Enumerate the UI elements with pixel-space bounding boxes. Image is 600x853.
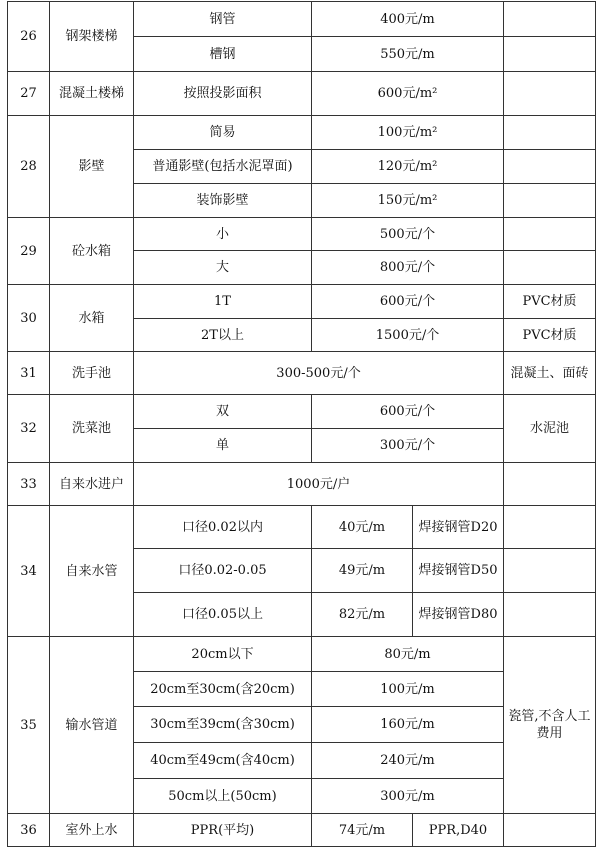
note-cell <box>504 72 596 116</box>
price-cell: 80元/m <box>312 637 504 672</box>
price-cell: 600元/个 <box>312 395 504 429</box>
table-row <box>8 463 596 506</box>
note-cell: 水泥池 <box>504 395 596 463</box>
note-cell: 混凝土、面砖 <box>504 352 596 395</box>
item-name: 输水管道 <box>50 637 134 814</box>
table-row <box>8 506 596 549</box>
table-row <box>8 395 596 429</box>
note-cell <box>504 506 596 549</box>
item-name: 洗手池 <box>50 352 134 395</box>
price-cell: 500元/个 <box>312 218 504 251</box>
row-number: 30 <box>8 285 50 352</box>
spec-cell: 40cm至49cm(含40cm) <box>134 743 312 779</box>
item-name: 钢架楼梯 <box>50 2 134 72</box>
material-cell: PPR,D40 <box>413 814 504 847</box>
note-cell <box>504 463 596 506</box>
item-name: 影壁 <box>50 116 134 218</box>
item-name: 洗菜池 <box>50 395 134 463</box>
row-number: 36 <box>8 814 50 847</box>
price-cell: 550元/m <box>312 37 504 72</box>
spec-cell: 口径0.02-0.05 <box>134 549 312 593</box>
price-cell: 82元/m <box>312 593 413 637</box>
spec-cell: 2T以上 <box>134 319 312 352</box>
spec-cell: 简易 <box>134 116 312 150</box>
table-row <box>8 218 596 251</box>
spec-cell: 20cm至30cm(含20cm) <box>134 672 312 707</box>
spec-cell: 槽钢 <box>134 37 312 72</box>
spec-cell: 20cm以下 <box>134 637 312 672</box>
spec-cell: 按照投影面积 <box>134 72 312 116</box>
item-name: 混凝土楼梯 <box>50 72 134 116</box>
price-cell: 800元/个 <box>312 251 504 285</box>
note-cell <box>504 251 596 285</box>
price-cell: 600元/m² <box>312 72 504 116</box>
spec-cell: 双 <box>134 395 312 429</box>
item-name: 自来水管 <box>50 506 134 637</box>
price-cell: 40元/m <box>312 506 413 549</box>
item-name: 室外上水 <box>50 814 134 847</box>
price-cell: 1500元/个 <box>312 319 504 352</box>
row-number: 27 <box>8 72 50 116</box>
price-cell: 400元/m <box>312 2 504 37</box>
spec-cell: 单 <box>134 429 312 463</box>
price-cell: 1000元/户 <box>134 463 504 506</box>
spec-cell: 普通影壁(包括水泥罩面) <box>134 150 312 184</box>
price-cell: 150元/m² <box>312 184 504 218</box>
row-number: 32 <box>8 395 50 463</box>
note-cell <box>504 218 596 251</box>
table-row <box>8 352 596 395</box>
note-cell <box>504 116 596 150</box>
price-cell: 300元/m <box>312 779 504 814</box>
price-table <box>7 1 596 847</box>
note-cell <box>504 37 596 72</box>
spec-cell: 30cm至39cm(含30cm) <box>134 707 312 743</box>
price-cell: 49元/m <box>312 549 413 593</box>
material-cell: 焊接钢管D50 <box>413 549 504 593</box>
row-number: 26 <box>8 2 50 72</box>
note-cell <box>504 150 596 184</box>
spec-cell: 大 <box>134 251 312 285</box>
table-row <box>8 116 596 150</box>
material-cell: 焊接钢管D20 <box>413 506 504 549</box>
row-number: 28 <box>8 116 50 218</box>
spec-cell: 小 <box>134 218 312 251</box>
note-cell: PVC材质 <box>504 319 596 352</box>
price-cell: 100元/m² <box>312 116 504 150</box>
note-cell: PVC材质 <box>504 285 596 319</box>
table-row <box>8 637 596 672</box>
row-number: 35 <box>8 637 50 814</box>
note-cell <box>504 184 596 218</box>
item-name: 自来水进户 <box>50 463 134 506</box>
row-number: 34 <box>8 506 50 637</box>
spec-cell: PPR(平均) <box>134 814 312 847</box>
item-name: 水箱 <box>50 285 134 352</box>
note-cell <box>504 549 596 593</box>
price-cell: 240元/m <box>312 743 504 779</box>
row-number: 29 <box>8 218 50 285</box>
material-cell: 焊接钢管D80 <box>413 593 504 637</box>
note-cell <box>504 814 596 847</box>
price-cell: 100元/m <box>312 672 504 707</box>
price-cell: 74元/m <box>312 814 413 847</box>
spec-cell: 1T <box>134 285 312 319</box>
spec-cell: 口径0.05以上 <box>134 593 312 637</box>
table-row <box>8 285 596 319</box>
row-number: 33 <box>8 463 50 506</box>
note-cell <box>504 2 596 37</box>
price-cell: 160元/m <box>312 707 504 743</box>
spec-cell: 钢管 <box>134 2 312 37</box>
table-row <box>8 814 596 847</box>
row-number: 31 <box>8 352 50 395</box>
table-row <box>8 2 596 37</box>
price-cell: 300元/个 <box>312 429 504 463</box>
spec-cell: 装饰影壁 <box>134 184 312 218</box>
item-name: 砼水箱 <box>50 218 134 285</box>
price-cell: 120元/m² <box>312 150 504 184</box>
table-row <box>8 72 596 116</box>
note-cell: 瓷管,不含人工费用 <box>504 637 596 814</box>
spec-cell: 口径0.02以内 <box>134 506 312 549</box>
note-cell <box>504 593 596 637</box>
price-cell: 300-500元/个 <box>134 352 504 395</box>
spec-cell: 50cm以上(50cm) <box>134 779 312 814</box>
price-cell: 600元/个 <box>312 285 504 319</box>
